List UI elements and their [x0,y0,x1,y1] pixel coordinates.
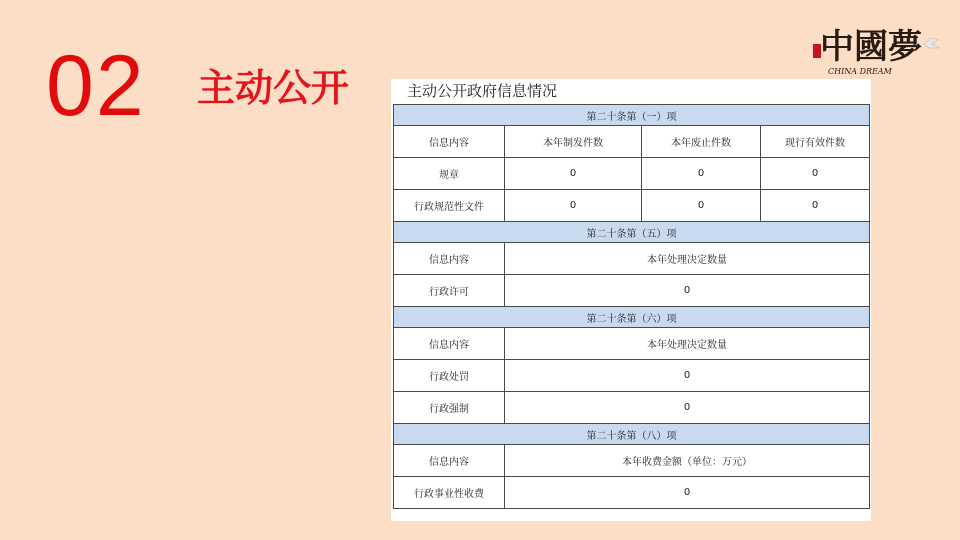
table-cell: 0 [505,190,642,222]
china-dream-logo-art [812,18,944,88]
table-cell: 0 [761,158,870,190]
row-label: 规章 [394,158,505,190]
row-label: 行政强制 [394,392,505,424]
section-header: 第二十条第（八）项 [394,424,870,445]
section-header: 第二十条第（一）项 [394,105,870,126]
table-cell: 0 [505,275,870,307]
column-header: 信息内容 [394,445,505,477]
slide-number: 02 [46,38,146,134]
table-cell: 0 [505,477,870,509]
table-cell: 0 [761,190,870,222]
column-header: 信息内容 [394,328,505,360]
row-label: 行政许可 [394,275,505,307]
row-label: 行政事业性收费 [394,477,505,509]
row-label: 行政规范性文件 [394,190,505,222]
china-dream-logo [812,18,944,88]
table-cell: 0 [642,158,761,190]
column-header: 现行有效件数 [761,126,870,158]
row-label: 行政处罚 [394,360,505,392]
section-header: 第二十条第（五）项 [394,222,870,243]
column-header: 本年处理决定数量 [505,243,870,275]
column-header: 信息内容 [394,126,505,158]
column-header: 本年制发件数 [505,126,642,158]
logo-subtext: CHINA DREAM [828,67,892,76]
disclosure-table [393,104,870,509]
column-header: 信息内容 [394,243,505,275]
info-panel [391,79,871,521]
column-header: 本年收费金额（单位：万元） [505,445,870,477]
panel-title: 主动公开政府信息情况 [407,82,558,100]
table-cell: 0 [505,392,870,424]
column-header: 本年废止件数 [642,126,761,158]
slide-title: 主动公开 [197,66,350,110]
table-cell: 0 [505,158,642,190]
section-header: 第二十条第（六）项 [394,307,870,328]
column-header: 本年处理决定数量 [505,328,870,360]
table-cell: 0 [505,360,870,392]
table-cell: 0 [642,190,761,222]
logo-calligraphy: 中國夢 [820,27,922,67]
